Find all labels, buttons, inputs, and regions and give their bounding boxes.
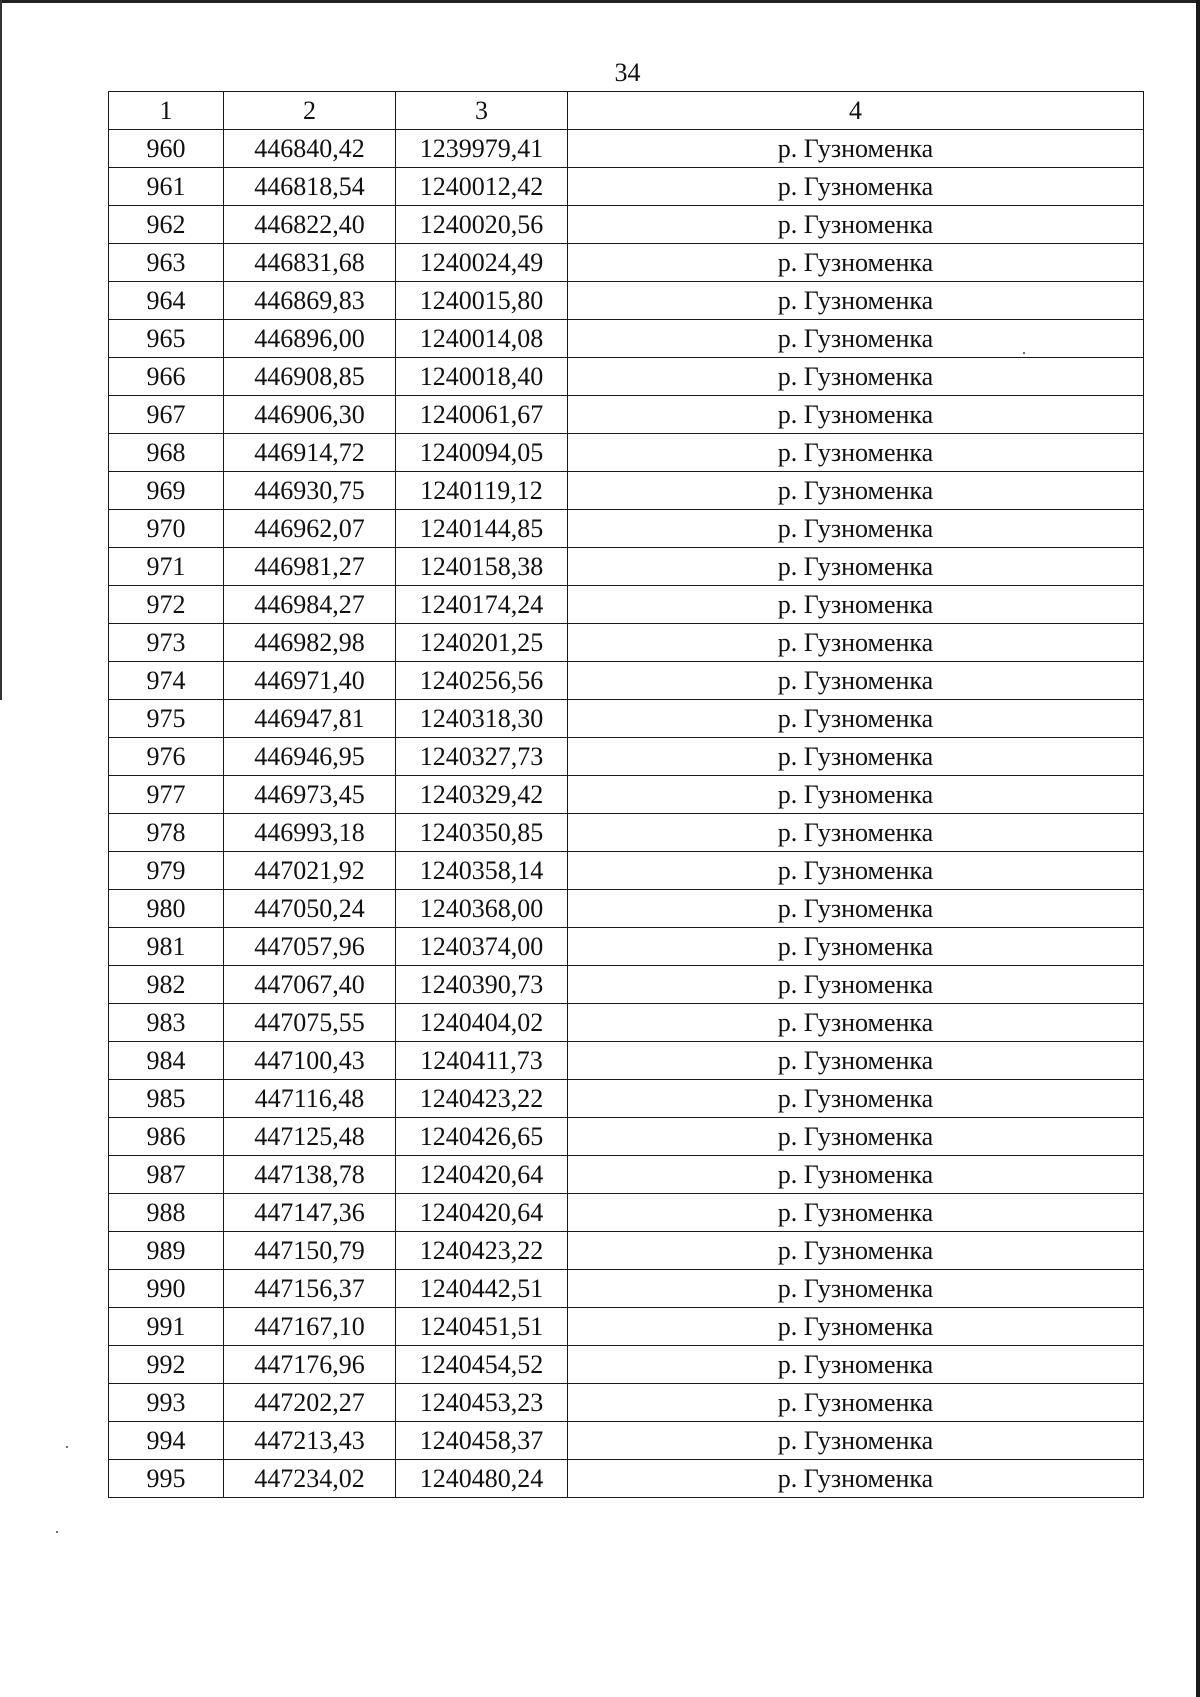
y-coordinate-cell: 1240451,51 xyxy=(396,1308,568,1346)
y-coordinate-cell: 1240144,85 xyxy=(396,510,568,548)
table-row xyxy=(109,244,1144,282)
table-row xyxy=(109,966,1144,1004)
y-coordinate-cell: 1240158,38 xyxy=(396,548,568,586)
point-number-cell: 972 xyxy=(109,586,224,624)
point-number-cell: 965 xyxy=(109,320,224,358)
point-number-cell: 979 xyxy=(109,852,224,890)
table-row xyxy=(109,1004,1144,1042)
point-number-cell: 987 xyxy=(109,1156,224,1194)
y-coordinate-cell: 1240390,73 xyxy=(396,966,568,1004)
x-coordinate-cell: 446984,27 xyxy=(224,586,396,624)
table-row xyxy=(109,586,1144,624)
description-cell: р. Гузноменка xyxy=(568,1118,1144,1156)
point-number-cell: 973 xyxy=(109,624,224,662)
x-coordinate-cell: 446971,40 xyxy=(224,662,396,700)
description-cell: р. Гузноменка xyxy=(568,1042,1144,1080)
x-coordinate-cell: 446930,75 xyxy=(224,472,396,510)
x-coordinate-cell: 447147,36 xyxy=(224,1194,396,1232)
y-coordinate-cell: 1240411,73 xyxy=(396,1042,568,1080)
x-coordinate-cell: 447234,02 xyxy=(224,1460,396,1498)
table-row xyxy=(109,928,1144,966)
y-coordinate-cell: 1240426,65 xyxy=(396,1118,568,1156)
x-coordinate-cell: 446993,18 xyxy=(224,814,396,852)
table-row xyxy=(109,1118,1144,1156)
table-row xyxy=(109,852,1144,890)
x-coordinate-cell: 446840,42 xyxy=(224,130,396,168)
table-row xyxy=(109,814,1144,852)
x-coordinate-cell: 446869,83 xyxy=(224,282,396,320)
y-coordinate-cell: 1240404,02 xyxy=(396,1004,568,1042)
point-number-cell: 982 xyxy=(109,966,224,1004)
description-cell: р. Гузноменка xyxy=(568,624,1144,662)
point-number-cell: 974 xyxy=(109,662,224,700)
y-coordinate-cell: 1240350,85 xyxy=(396,814,568,852)
y-coordinate-cell: 1240015,80 xyxy=(396,282,568,320)
y-coordinate-cell: 1240358,14 xyxy=(396,852,568,890)
y-coordinate-cell: 1240024,49 xyxy=(396,244,568,282)
description-cell: р. Гузноменка xyxy=(568,282,1144,320)
scan-edge-right xyxy=(1196,0,1200,1697)
table-row xyxy=(109,776,1144,814)
description-cell: р. Гузноменка xyxy=(568,1346,1144,1384)
description-cell: р. Гузноменка xyxy=(568,738,1144,776)
x-coordinate-cell: 447050,24 xyxy=(224,890,396,928)
y-coordinate-cell: 1240458,37 xyxy=(396,1422,568,1460)
x-coordinate-cell: 447100,43 xyxy=(224,1042,396,1080)
x-coordinate-cell: 446946,95 xyxy=(224,738,396,776)
table-row xyxy=(109,1270,1144,1308)
description-cell: р. Гузноменка xyxy=(568,1004,1144,1042)
description-cell: р. Гузноменка xyxy=(568,510,1144,548)
scan-edge-left xyxy=(0,0,2,700)
y-coordinate-cell: 1240368,00 xyxy=(396,890,568,928)
table-row xyxy=(109,472,1144,510)
description-cell: р. Гузноменка xyxy=(568,130,1144,168)
x-coordinate-cell: 446818,54 xyxy=(224,168,396,206)
point-number-cell: 990 xyxy=(109,1270,224,1308)
x-coordinate-cell: 447156,37 xyxy=(224,1270,396,1308)
y-coordinate-cell: 1240012,42 xyxy=(396,168,568,206)
description-cell: р. Гузноменка xyxy=(568,1384,1144,1422)
y-coordinate-cell: 1240420,64 xyxy=(396,1156,568,1194)
description-cell: р. Гузноменка xyxy=(568,966,1144,1004)
point-number-cell: 975 xyxy=(109,700,224,738)
description-cell: р. Гузноменка xyxy=(568,928,1144,966)
table-row xyxy=(109,700,1144,738)
description-cell: р. Гузноменка xyxy=(568,548,1144,586)
y-coordinate-cell: 1240318,30 xyxy=(396,700,568,738)
table-row xyxy=(109,1422,1144,1460)
x-coordinate-cell: 447067,40 xyxy=(224,966,396,1004)
x-coordinate-cell: 446982,98 xyxy=(224,624,396,662)
description-cell: р. Гузноменка xyxy=(568,434,1144,472)
table-header xyxy=(109,92,1144,130)
y-coordinate-cell: 1240442,51 xyxy=(396,1270,568,1308)
y-coordinate-cell: 1240014,08 xyxy=(396,320,568,358)
table-row xyxy=(109,738,1144,776)
point-number-cell: 964 xyxy=(109,282,224,320)
description-cell: р. Гузноменка xyxy=(568,244,1144,282)
point-number-cell: 976 xyxy=(109,738,224,776)
x-coordinate-cell: 447213,43 xyxy=(224,1422,396,1460)
point-number-cell: 963 xyxy=(109,244,224,282)
table-body xyxy=(109,130,1144,1498)
point-number-cell: 994 xyxy=(109,1422,224,1460)
table-row xyxy=(109,1232,1144,1270)
x-coordinate-cell: 447167,10 xyxy=(224,1308,396,1346)
table-row xyxy=(109,1308,1144,1346)
description-cell: р. Гузноменка xyxy=(568,472,1144,510)
x-coordinate-cell: 447176,96 xyxy=(224,1346,396,1384)
point-number-cell: 986 xyxy=(109,1118,224,1156)
table-row xyxy=(109,206,1144,244)
x-coordinate-cell: 447125,48 xyxy=(224,1118,396,1156)
y-coordinate-cell: 1240201,25 xyxy=(396,624,568,662)
scan-edge-top xyxy=(0,0,1200,3)
point-number-cell: 980 xyxy=(109,890,224,928)
table-row xyxy=(109,396,1144,434)
scan-speck xyxy=(1023,352,1025,354)
y-coordinate-cell: 1240174,24 xyxy=(396,586,568,624)
description-cell: р. Гузноменка xyxy=(568,206,1144,244)
point-number-cell: 969 xyxy=(109,472,224,510)
x-coordinate-cell: 446906,30 xyxy=(224,396,396,434)
y-coordinate-cell: 1240420,64 xyxy=(396,1194,568,1232)
point-number-cell: 971 xyxy=(109,548,224,586)
table-row xyxy=(109,1042,1144,1080)
y-coordinate-cell: 1239979,41 xyxy=(396,130,568,168)
table-row xyxy=(109,890,1144,928)
description-cell: р. Гузноменка xyxy=(568,168,1144,206)
x-coordinate-cell: 446831,68 xyxy=(224,244,396,282)
y-coordinate-cell: 1240374,00 xyxy=(396,928,568,966)
column-header-1: 1 xyxy=(109,92,224,130)
description-cell: р. Гузноменка xyxy=(568,320,1144,358)
description-cell: р. Гузноменка xyxy=(568,396,1144,434)
x-coordinate-cell: 446947,81 xyxy=(224,700,396,738)
x-coordinate-cell: 446962,07 xyxy=(224,510,396,548)
y-coordinate-cell: 1240327,73 xyxy=(396,738,568,776)
point-number-cell: 981 xyxy=(109,928,224,966)
table-row xyxy=(109,548,1144,586)
point-number-cell: 992 xyxy=(109,1346,224,1384)
x-coordinate-cell: 447075,55 xyxy=(224,1004,396,1042)
table-row xyxy=(109,434,1144,472)
x-coordinate-cell: 447150,79 xyxy=(224,1232,396,1270)
x-coordinate-cell: 446822,40 xyxy=(224,206,396,244)
description-cell: р. Гузноменка xyxy=(568,852,1144,890)
y-coordinate-cell: 1240020,56 xyxy=(396,206,568,244)
point-number-cell: 989 xyxy=(109,1232,224,1270)
column-header-2: 2 xyxy=(224,92,396,130)
table-row xyxy=(109,1460,1144,1498)
point-number-cell: 995 xyxy=(109,1460,224,1498)
y-coordinate-cell: 1240423,22 xyxy=(396,1080,568,1118)
table-row xyxy=(109,358,1144,396)
y-coordinate-cell: 1240423,22 xyxy=(396,1232,568,1270)
point-number-cell: 988 xyxy=(109,1194,224,1232)
point-number-cell: 991 xyxy=(109,1308,224,1346)
x-coordinate-cell: 446908,85 xyxy=(224,358,396,396)
x-coordinate-cell: 447138,78 xyxy=(224,1156,396,1194)
page-number: 34 xyxy=(614,58,641,87)
x-coordinate-cell: 446896,00 xyxy=(224,320,396,358)
description-cell: р. Гузноменка xyxy=(568,1232,1144,1270)
y-coordinate-cell: 1240094,05 xyxy=(396,434,568,472)
table-row xyxy=(109,320,1144,358)
x-coordinate-cell: 446973,45 xyxy=(224,776,396,814)
y-coordinate-cell: 1240480,24 xyxy=(396,1460,568,1498)
description-cell: р. Гузноменка xyxy=(568,1422,1144,1460)
description-cell: р. Гузноменка xyxy=(568,1156,1144,1194)
description-cell: р. Гузноменка xyxy=(568,1080,1144,1118)
description-cell: р. Гузноменка xyxy=(568,1308,1144,1346)
description-cell: р. Гузноменка xyxy=(568,358,1144,396)
table-row xyxy=(109,1384,1144,1422)
point-number-cell: 970 xyxy=(109,510,224,548)
table-row xyxy=(109,1080,1144,1118)
description-cell: р. Гузноменка xyxy=(568,662,1144,700)
y-coordinate-cell: 1240018,40 xyxy=(396,358,568,396)
scan-speck xyxy=(66,1446,68,1448)
description-cell: р. Гузноменка xyxy=(568,1460,1144,1498)
point-number-cell: 993 xyxy=(109,1384,224,1422)
description-cell: р. Гузноменка xyxy=(568,814,1144,852)
point-number-cell: 985 xyxy=(109,1080,224,1118)
table-row xyxy=(109,624,1144,662)
x-coordinate-cell: 446981,27 xyxy=(224,548,396,586)
coordinates-table xyxy=(108,91,1144,1498)
description-cell: р. Гузноменка xyxy=(568,1194,1144,1232)
y-coordinate-cell: 1240061,67 xyxy=(396,396,568,434)
x-coordinate-cell: 447116,48 xyxy=(224,1080,396,1118)
point-number-cell: 978 xyxy=(109,814,224,852)
point-number-cell: 977 xyxy=(109,776,224,814)
point-number-cell: 961 xyxy=(109,168,224,206)
table-row xyxy=(109,130,1144,168)
column-header-4: 4 xyxy=(568,92,1144,130)
x-coordinate-cell: 447057,96 xyxy=(224,928,396,966)
description-cell: р. Гузноменка xyxy=(568,700,1144,738)
y-coordinate-cell: 1240119,12 xyxy=(396,472,568,510)
table-row xyxy=(109,1346,1144,1384)
column-header-3: 3 xyxy=(396,92,568,130)
x-coordinate-cell: 447021,92 xyxy=(224,852,396,890)
y-coordinate-cell: 1240329,42 xyxy=(396,776,568,814)
point-number-cell: 960 xyxy=(109,130,224,168)
point-number-cell: 962 xyxy=(109,206,224,244)
table-row xyxy=(109,662,1144,700)
point-number-cell: 968 xyxy=(109,434,224,472)
header-row xyxy=(109,92,1144,130)
table-row xyxy=(109,1156,1144,1194)
x-coordinate-cell: 447202,27 xyxy=(224,1384,396,1422)
point-number-cell: 984 xyxy=(109,1042,224,1080)
table-row xyxy=(109,282,1144,320)
description-cell: р. Гузноменка xyxy=(568,776,1144,814)
description-cell: р. Гузноменка xyxy=(568,1270,1144,1308)
table-row xyxy=(109,168,1144,206)
y-coordinate-cell: 1240256,56 xyxy=(396,662,568,700)
point-number-cell: 966 xyxy=(109,358,224,396)
x-coordinate-cell: 446914,72 xyxy=(224,434,396,472)
point-number-cell: 983 xyxy=(109,1004,224,1042)
description-cell: р. Гузноменка xyxy=(568,890,1144,928)
scan-speck xyxy=(56,1531,58,1533)
description-cell: р. Гузноменка xyxy=(568,586,1144,624)
point-number-cell: 967 xyxy=(109,396,224,434)
y-coordinate-cell: 1240454,52 xyxy=(396,1346,568,1384)
table-row xyxy=(109,510,1144,548)
y-coordinate-cell: 1240453,23 xyxy=(396,1384,568,1422)
table-row xyxy=(109,1194,1144,1232)
